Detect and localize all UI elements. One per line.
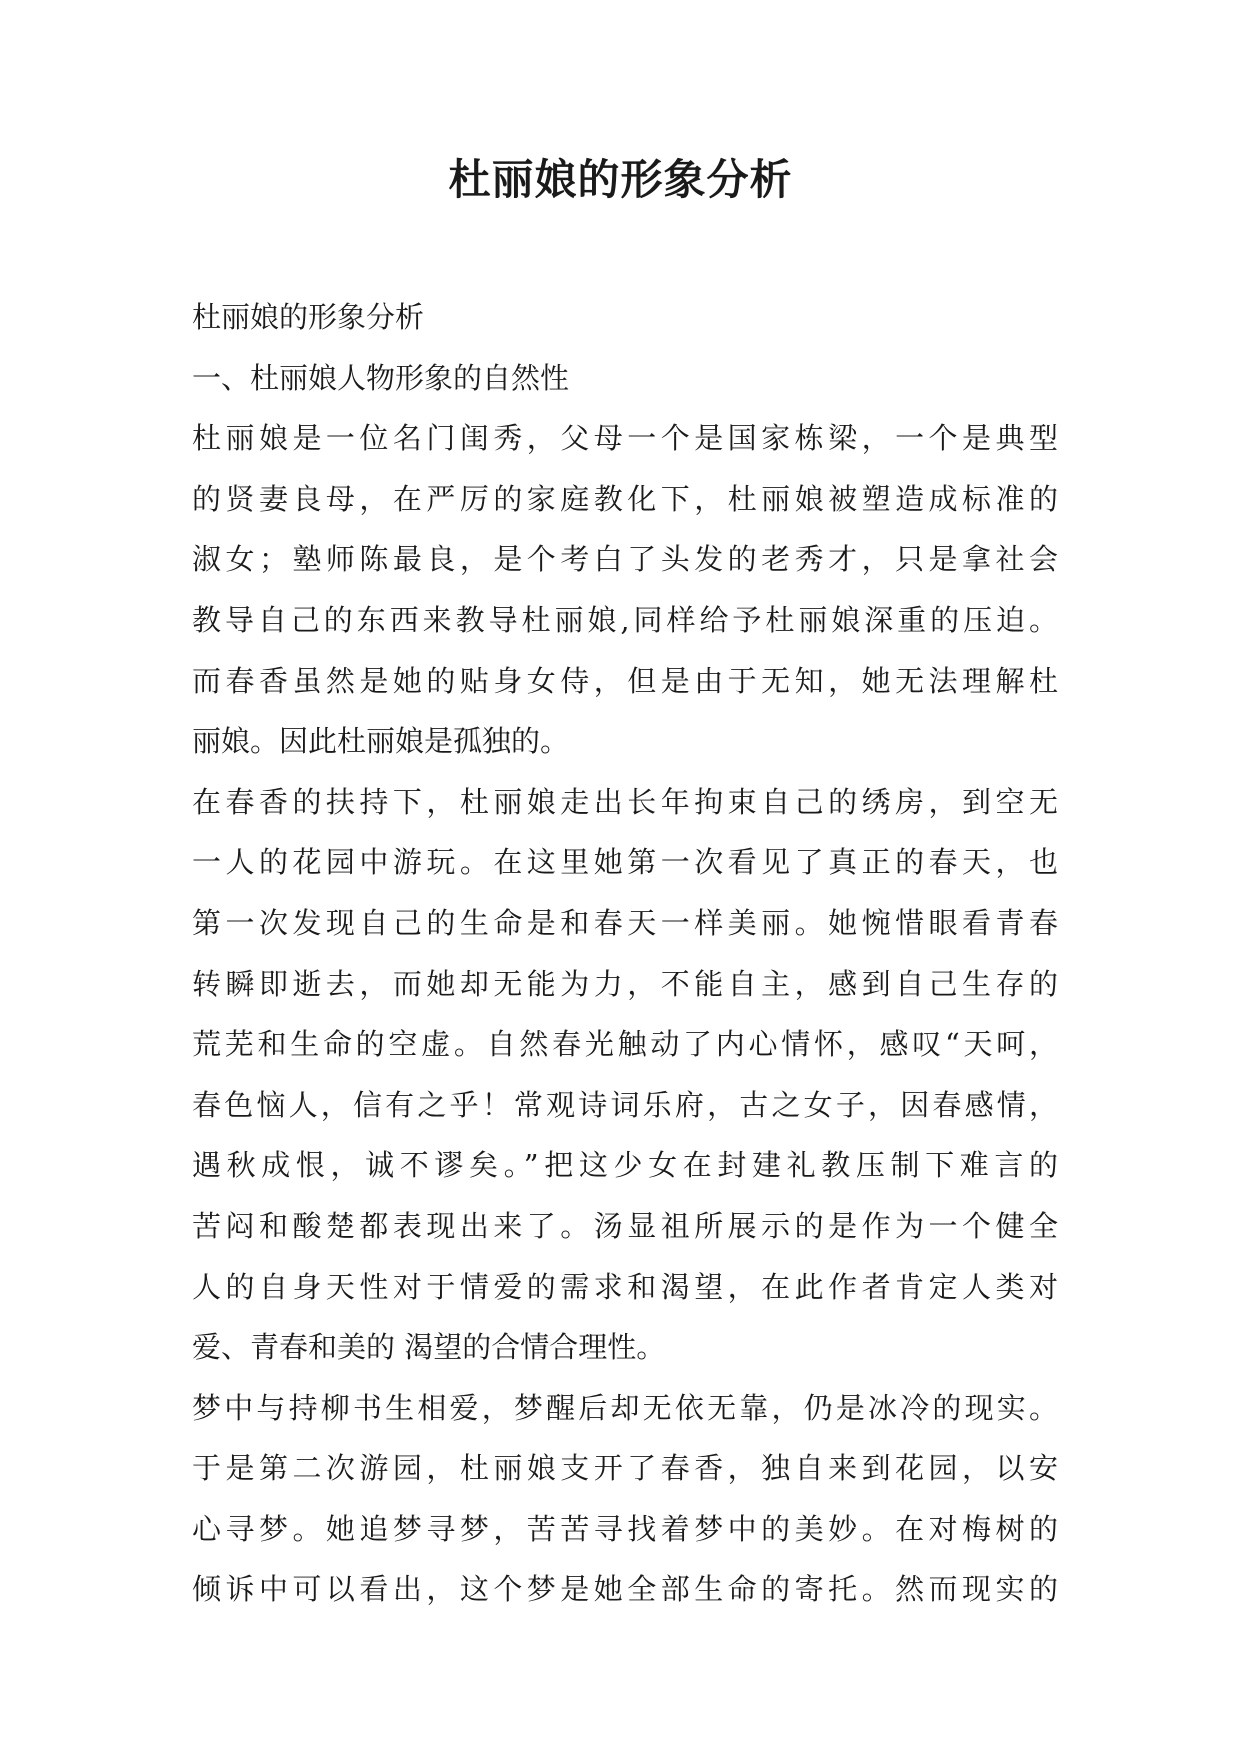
text-line: 在春香的扶持下，杜丽娘走出长年拘束自己的绣房，到空无 — [192, 784, 1058, 819]
text-line: 春色恼人，信有之乎！常观诗词乐府，古之女子，因春感情， — [192, 1087, 1058, 1122]
text-line: 遇秋成恨，诚不谬矣。”把这少女在封建礼教压制下难言的 — [192, 1148, 1058, 1183]
text-line: 转瞬即逝去，而她却无能为力，不能自主，感到自己生存的 — [192, 966, 1058, 1001]
text-line: 一、杜丽娘人物形象的自然性 — [192, 360, 570, 395]
text-line: 荒芜和生命的空虚。自然春光触动了内心情怀，感叹“天呵， — [192, 1027, 1058, 1062]
text-line: 丽娘。因此杜丽娘是孤独的。 — [192, 724, 570, 759]
text-line: 于是第二次游园，杜丽娘支开了春香，独自来到花园，以安 — [192, 1451, 1058, 1486]
text-line: 苦闷和酸楚都表现出来了。汤显祖所展示的是作为一个健全 — [192, 1208, 1058, 1243]
text-line: 教导自己的东西来教导杜丽娘,同样给予杜丽娘深重的压迫。 — [192, 602, 1058, 637]
text-line: 一人的花园中游玩。在这里她第一次看见了真正的春天，也 — [192, 845, 1058, 880]
text-line: 的贤妻良母，在严厉的家庭教化下，杜丽娘被塑造成标准的 — [192, 481, 1058, 516]
text-line: 杜丽娘是一位名门闺秀，父母一个是国家栋梁，一个是典型 — [192, 421, 1058, 456]
text-line: 杜丽娘的形象分析 — [192, 300, 425, 334]
text-line: 心寻梦。她追梦寻梦，苦苦寻找着梦中的美妙。在对梅树的 — [192, 1511, 1058, 1546]
text-line: 人的自身天性对于情爱的需求和渴望，在此作者肯定人类对 — [192, 1269, 1058, 1304]
text-line: 而春香虽然是她的贴身女侍，但是由于无知，她无法理解杜 — [192, 663, 1058, 698]
text-line: 梦中与持柳书生相爱，梦醒后却无依无靠，仍是冰冷的现实。 — [192, 1390, 1058, 1425]
text-line: 淑女；塾师陈最良，是个考白了头发的老秀才，只是拿社会 — [192, 542, 1058, 577]
document-body — [192, 287, 1058, 1620]
text-line: 爱、青春和美的 渴望的合情合理性。 — [192, 1330, 666, 1365]
document-title: 杜丽娘的形象分析 — [448, 155, 793, 204]
text-line: 第一次发现自己的生命是和春天一样美丽。她惋惜眼看青春 — [192, 905, 1058, 940]
text-line: 倾诉中可以看出，这个梦是她全部生命的寄托。然而现实的 — [192, 1572, 1058, 1607]
